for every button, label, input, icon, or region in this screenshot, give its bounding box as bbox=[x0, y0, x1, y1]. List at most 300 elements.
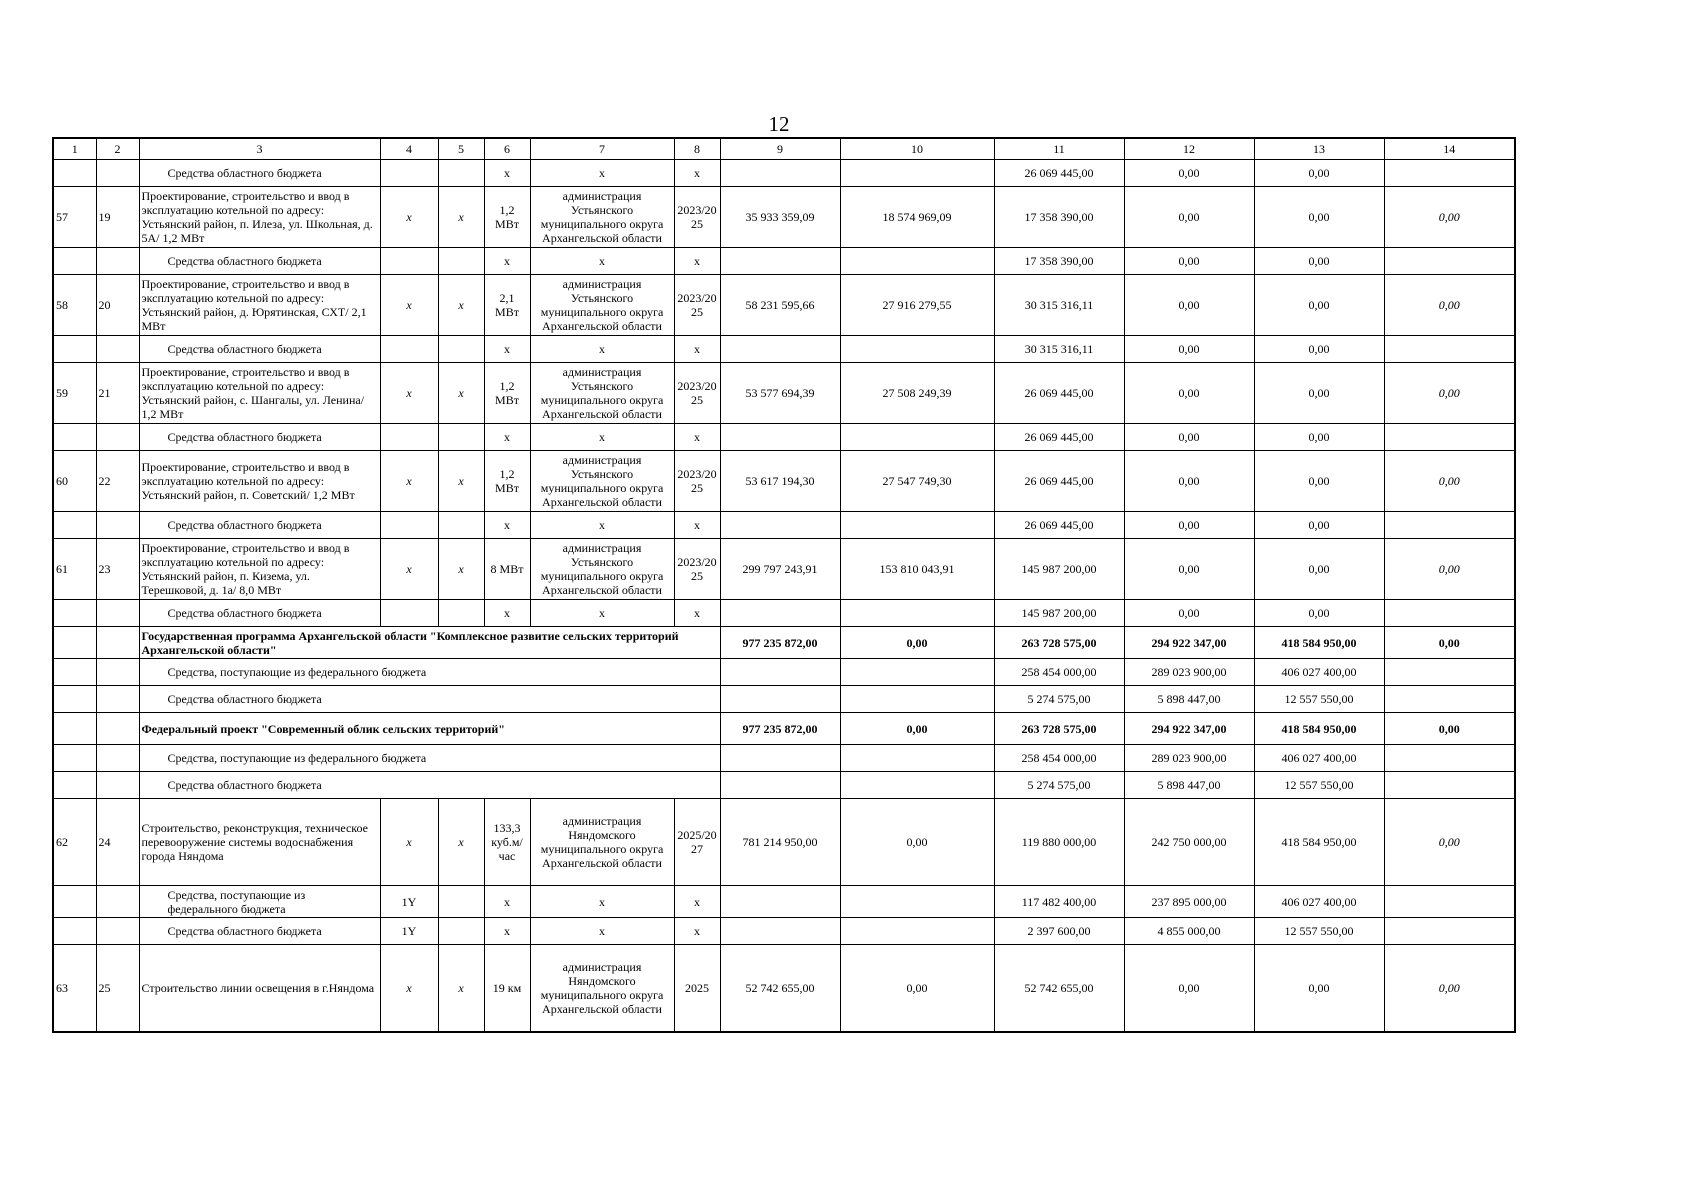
amount-cell: 27 916 279,55 bbox=[840, 275, 994, 336]
capacity-cell: 2,1 МВт bbox=[484, 275, 530, 336]
empty-cell bbox=[53, 160, 96, 187]
table-cell bbox=[720, 886, 840, 918]
funding-source-label: Средства областного бюджета bbox=[139, 160, 380, 187]
empty-cell bbox=[438, 512, 484, 539]
amount-cell: 0,00 bbox=[1124, 248, 1254, 275]
program-title: Государственная программа Архангельской области "Комплексное развитие сельских территорий Архангельской области" bbox=[139, 627, 720, 659]
empty-cell bbox=[438, 886, 484, 918]
amount-cell: 145 987 200,00 bbox=[994, 539, 1124, 600]
table-cell bbox=[720, 424, 840, 451]
table-cell: x bbox=[484, 600, 530, 627]
table-cell: x bbox=[674, 424, 720, 451]
amount-cell: 17 358 390,00 bbox=[994, 187, 1124, 248]
amount-cell: 52 742 655,00 bbox=[994, 945, 1124, 1033]
amount-cell: 117 482 400,00 bbox=[994, 886, 1124, 918]
amount-cell: 53 577 694,39 bbox=[720, 363, 840, 424]
page-number: 12 bbox=[768, 112, 790, 136]
amount-cell: 119 880 000,00 bbox=[994, 799, 1124, 886]
table-cell: x bbox=[674, 336, 720, 363]
amount-cell: 0,00 bbox=[1254, 451, 1384, 512]
period-cell: 2025/2027 bbox=[674, 799, 720, 886]
table-cell bbox=[720, 512, 840, 539]
amount-cell: 12 557 550,00 bbox=[1254, 686, 1384, 713]
project-row bbox=[53, 363, 1515, 424]
item-number: 19 bbox=[96, 187, 139, 248]
project-row bbox=[53, 945, 1515, 1033]
row-number: 57 bbox=[53, 187, 96, 248]
amount-cell: 27 547 749,30 bbox=[840, 451, 994, 512]
table-cell bbox=[380, 600, 438, 627]
table-cell bbox=[840, 336, 994, 363]
table-cell: x bbox=[380, 539, 438, 600]
empty-cell bbox=[96, 248, 139, 275]
period-cell: 2025 bbox=[674, 945, 720, 1033]
amount-cell: 26 069 445,00 bbox=[994, 363, 1124, 424]
project-description: Проектирование, строительство и ввод в эксплуатацию котельной по адресу: Устьянский район, п. Кизема, ул. Терешковой, д. 1а/ 8,0 МВт bbox=[139, 539, 380, 600]
table-cell bbox=[1384, 248, 1515, 275]
amount-cell: 289 023 900,00 bbox=[1124, 745, 1254, 772]
amount-cell: 26 069 445,00 bbox=[994, 451, 1124, 512]
table-cell: x bbox=[438, 945, 484, 1033]
amount-cell: 0,00 bbox=[1124, 539, 1254, 600]
empty-cell bbox=[96, 424, 139, 451]
row-number: 60 bbox=[53, 451, 96, 512]
project-row bbox=[53, 275, 1515, 336]
row-number: 59 bbox=[53, 363, 96, 424]
amount-cell: 30 315 316,11 bbox=[994, 336, 1124, 363]
table-cell bbox=[840, 424, 994, 451]
amount-cell: 0,00 bbox=[1254, 945, 1384, 1033]
amount-cell: 153 810 043,91 bbox=[840, 539, 994, 600]
project-description: Строительство, реконструкция, техническое перевооружение системы водоснабжения города Няндома bbox=[139, 799, 380, 886]
amount-cell: 145 987 200,00 bbox=[994, 600, 1124, 627]
table-cell: x bbox=[438, 187, 484, 248]
amount-cell: 2 397 600,00 bbox=[994, 918, 1124, 945]
amount-cell: 0,00 bbox=[1254, 539, 1384, 600]
amount-cell: 406 027 400,00 bbox=[1254, 745, 1384, 772]
amount-cell: 0,00 bbox=[1254, 424, 1384, 451]
empty-cell bbox=[96, 627, 139, 659]
amount-cell: 406 027 400,00 bbox=[1254, 886, 1384, 918]
empty-cell bbox=[840, 772, 994, 799]
header-cell: 5 bbox=[438, 138, 484, 160]
amount-cell: 35 933 359,09 bbox=[720, 187, 840, 248]
table-cell: x bbox=[484, 886, 530, 918]
capacity-cell: 8 МВт bbox=[484, 539, 530, 600]
table-cell bbox=[840, 160, 994, 187]
amount-cell: 0,00 bbox=[1384, 627, 1515, 659]
table-cell bbox=[380, 248, 438, 275]
table-cell: 1Y bbox=[380, 918, 438, 945]
empty-cell bbox=[53, 627, 96, 659]
project-description: Строительство линии освещения в г.Няндома bbox=[139, 945, 380, 1033]
amount-cell: 0,00 bbox=[1384, 945, 1515, 1033]
amount-cell: 289 023 900,00 bbox=[1124, 659, 1254, 686]
amount-cell: 781 214 950,00 bbox=[720, 799, 840, 886]
empty-cell bbox=[53, 512, 96, 539]
table-cell bbox=[720, 160, 840, 187]
amount-cell: 0,00 bbox=[1254, 512, 1384, 539]
table-cell bbox=[720, 918, 840, 945]
program-funding-row bbox=[53, 772, 1515, 799]
amount-cell: 0,00 bbox=[1384, 451, 1515, 512]
funding-source-row bbox=[53, 424, 1515, 451]
header-cell: 12 bbox=[1124, 138, 1254, 160]
table-cell bbox=[380, 336, 438, 363]
table-cell bbox=[1384, 160, 1515, 187]
amount-cell: 12 557 550,00 bbox=[1254, 918, 1384, 945]
amount-cell: 299 797 243,91 bbox=[720, 539, 840, 600]
header-cell: 3 bbox=[139, 138, 380, 160]
amount-cell: 30 315 316,11 bbox=[994, 275, 1124, 336]
empty-cell bbox=[438, 600, 484, 627]
amount-cell: 242 750 000,00 bbox=[1124, 799, 1254, 886]
empty-cell bbox=[53, 686, 96, 713]
table-cell: x bbox=[438, 539, 484, 600]
funding-source-label: Средства областного бюджета bbox=[139, 512, 380, 539]
responsible-party: администрация Устьянского муниципального округа Архангельской области bbox=[530, 275, 674, 336]
empty-cell bbox=[720, 745, 840, 772]
funding-source-label: Средства, поступающие из федерального бюджета bbox=[139, 659, 720, 686]
funding-source-label: Средства областного бюджета bbox=[139, 600, 380, 627]
header-cell: 8 bbox=[674, 138, 720, 160]
header-cell: 10 bbox=[840, 138, 994, 160]
item-number: 24 bbox=[96, 799, 139, 886]
amount-cell: 977 235 872,00 bbox=[720, 713, 840, 745]
header-cell: 4 bbox=[380, 138, 438, 160]
amount-cell: 0,00 bbox=[1384, 363, 1515, 424]
program-funding-row bbox=[53, 745, 1515, 772]
table-cell: x bbox=[530, 336, 674, 363]
empty-cell bbox=[96, 659, 139, 686]
header-cell: 2 bbox=[96, 138, 139, 160]
table-cell: x bbox=[484, 918, 530, 945]
project-row bbox=[53, 539, 1515, 600]
funding-source-label: Средства областного бюджета bbox=[139, 336, 380, 363]
empty-cell bbox=[1384, 745, 1515, 772]
table-cell: x bbox=[484, 336, 530, 363]
amount-cell: 0,00 bbox=[840, 945, 994, 1033]
responsible-party: администрация Няндомского муниципального округа Архангельской области bbox=[530, 945, 674, 1033]
empty-cell bbox=[53, 424, 96, 451]
empty-cell bbox=[96, 512, 139, 539]
empty-cell bbox=[53, 659, 96, 686]
period-cell: 2023/2025 bbox=[674, 539, 720, 600]
table-cell: x bbox=[530, 512, 674, 539]
amount-cell: 0,00 bbox=[1254, 336, 1384, 363]
amount-cell: 258 454 000,00 bbox=[994, 659, 1124, 686]
amount-cell: 0,00 bbox=[1124, 512, 1254, 539]
amount-cell: 0,00 bbox=[1384, 275, 1515, 336]
empty-cell bbox=[53, 772, 96, 799]
empty-cell bbox=[1384, 772, 1515, 799]
table-cell: x bbox=[674, 512, 720, 539]
amount-cell: 0,00 bbox=[1254, 600, 1384, 627]
amount-cell: 0,00 bbox=[1254, 248, 1384, 275]
empty-cell bbox=[96, 686, 139, 713]
amount-cell: 17 358 390,00 bbox=[994, 248, 1124, 275]
table-cell: x bbox=[530, 248, 674, 275]
table-cell: x bbox=[438, 799, 484, 886]
empty-cell bbox=[1384, 659, 1515, 686]
table-cell: x bbox=[674, 600, 720, 627]
amount-cell: 0,00 bbox=[1384, 187, 1515, 248]
funding-source-row bbox=[53, 248, 1515, 275]
project-description: Проектирование, строительство и ввод в эксплуатацию котельной по адресу: Устьянский район, п. Илеза, ул. Школьная, д. 5А/ 1,2 МВт bbox=[139, 187, 380, 248]
item-number: 21 bbox=[96, 363, 139, 424]
table-cell bbox=[1384, 886, 1515, 918]
header-cell: 7 bbox=[530, 138, 674, 160]
capacity-cell: 1,2 МВт bbox=[484, 187, 530, 248]
amount-cell: 0,00 bbox=[1124, 187, 1254, 248]
funding-source-row bbox=[53, 886, 1515, 918]
amount-cell: 0,00 bbox=[1384, 713, 1515, 745]
table-cell bbox=[720, 600, 840, 627]
empty-cell bbox=[840, 745, 994, 772]
table-cell: x bbox=[380, 799, 438, 886]
table-cell bbox=[1384, 336, 1515, 363]
amount-cell: 0,00 bbox=[1254, 160, 1384, 187]
amount-cell: 418 584 950,00 bbox=[1254, 799, 1384, 886]
empty-cell bbox=[53, 713, 96, 745]
empty-cell bbox=[96, 918, 139, 945]
empty-cell bbox=[720, 772, 840, 799]
table-cell: x bbox=[380, 945, 438, 1033]
program-total-row bbox=[53, 627, 1515, 659]
amount-cell: 294 922 347,00 bbox=[1124, 713, 1254, 745]
amount-cell: 0,00 bbox=[1124, 945, 1254, 1033]
header-cell: 9 bbox=[720, 138, 840, 160]
table-cell: x bbox=[484, 160, 530, 187]
empty-cell bbox=[720, 686, 840, 713]
budget-table bbox=[52, 137, 1516, 1033]
table-cell bbox=[840, 886, 994, 918]
table-cell: x bbox=[530, 886, 674, 918]
amount-cell: 977 235 872,00 bbox=[720, 627, 840, 659]
capacity-cell: 1,2 МВт bbox=[484, 451, 530, 512]
empty-cell bbox=[96, 160, 139, 187]
item-number: 23 bbox=[96, 539, 139, 600]
table-cell: x bbox=[484, 424, 530, 451]
empty-cell bbox=[840, 659, 994, 686]
empty-cell bbox=[96, 600, 139, 627]
table-cell bbox=[1384, 512, 1515, 539]
header-cell: 13 bbox=[1254, 138, 1384, 160]
responsible-party: администрация Устьянского муниципального округа Архангельской области bbox=[530, 451, 674, 512]
amount-cell: 0,00 bbox=[1384, 799, 1515, 886]
table-cell: x bbox=[438, 451, 484, 512]
empty-cell bbox=[53, 600, 96, 627]
empty-cell bbox=[438, 248, 484, 275]
amount-cell: 406 027 400,00 bbox=[1254, 659, 1384, 686]
amount-cell: 263 728 575,00 bbox=[994, 627, 1124, 659]
table-cell: x bbox=[380, 451, 438, 512]
header-cell: 6 bbox=[484, 138, 530, 160]
project-row bbox=[53, 451, 1515, 512]
table-cell bbox=[840, 600, 994, 627]
funding-source-label: Средства областного бюджета bbox=[139, 424, 380, 451]
table-cell bbox=[380, 512, 438, 539]
table-cell: x bbox=[674, 886, 720, 918]
table-cell: x bbox=[674, 248, 720, 275]
empty-cell bbox=[53, 918, 96, 945]
project-row bbox=[53, 187, 1515, 248]
table-cell: x bbox=[484, 512, 530, 539]
empty-cell bbox=[96, 336, 139, 363]
responsible-party: администрация Устьянского муниципального округа Архангельской области bbox=[530, 363, 674, 424]
project-description: Проектирование, строительство и ввод в эксплуатацию котельной по адресу: Устьянский район, с. Шангалы, ул. Ленина/ 1,2 МВт bbox=[139, 363, 380, 424]
table-cell: x bbox=[380, 187, 438, 248]
amount-cell: 0,00 bbox=[840, 713, 994, 745]
empty-cell bbox=[53, 248, 96, 275]
table-cell: x bbox=[530, 600, 674, 627]
amount-cell: 263 728 575,00 bbox=[994, 713, 1124, 745]
row-number: 62 bbox=[53, 799, 96, 886]
item-number: 20 bbox=[96, 275, 139, 336]
table-cell: x bbox=[438, 275, 484, 336]
amount-cell: 0,00 bbox=[1124, 451, 1254, 512]
table-cell: x bbox=[380, 275, 438, 336]
funding-source-label: Средства областного бюджета bbox=[139, 918, 380, 945]
amount-cell: 0,00 bbox=[1254, 363, 1384, 424]
table-cell bbox=[840, 918, 994, 945]
empty-cell bbox=[96, 886, 139, 918]
amount-cell: 0,00 bbox=[1124, 424, 1254, 451]
funding-source-row bbox=[53, 512, 1515, 539]
amount-cell: 12 557 550,00 bbox=[1254, 772, 1384, 799]
project-description: Проектирование, строительство и ввод в эксплуатацию котельной по адресу: Устьянский район, д. Юрятинская, СХТ/ 2,1 МВт bbox=[139, 275, 380, 336]
project-row bbox=[53, 799, 1515, 886]
amount-cell: 0,00 bbox=[840, 627, 994, 659]
table-cell: x bbox=[380, 363, 438, 424]
capacity-cell: 133,3 куб.м/час bbox=[484, 799, 530, 886]
table-cell bbox=[720, 336, 840, 363]
empty-cell bbox=[438, 918, 484, 945]
funding-source-row bbox=[53, 160, 1515, 187]
table-cell: x bbox=[438, 363, 484, 424]
table-cell: x bbox=[674, 160, 720, 187]
amount-cell: 258 454 000,00 bbox=[994, 745, 1124, 772]
header-cell: 1 bbox=[53, 138, 96, 160]
amount-cell: 26 069 445,00 bbox=[994, 160, 1124, 187]
funding-source-label: Средства областного бюджета bbox=[139, 686, 720, 713]
header-cell: 11 bbox=[994, 138, 1124, 160]
table-cell: x bbox=[530, 160, 674, 187]
amount-cell: 418 584 950,00 bbox=[1254, 627, 1384, 659]
row-number: 58 bbox=[53, 275, 96, 336]
amount-cell: 26 069 445,00 bbox=[994, 424, 1124, 451]
table-cell: 1Y bbox=[380, 886, 438, 918]
item-number: 25 bbox=[96, 945, 139, 1033]
table-cell: x bbox=[530, 918, 674, 945]
amount-cell: 26 069 445,00 bbox=[994, 512, 1124, 539]
table-cell: x bbox=[530, 424, 674, 451]
table-cell bbox=[840, 512, 994, 539]
amount-cell: 0,00 bbox=[1124, 363, 1254, 424]
empty-cell bbox=[96, 772, 139, 799]
funding-source-label: Средства, поступающие из федерального бюджета bbox=[139, 745, 720, 772]
funding-source-row bbox=[53, 600, 1515, 627]
empty-cell bbox=[96, 745, 139, 772]
amount-cell: 53 617 194,30 bbox=[720, 451, 840, 512]
empty-cell bbox=[438, 160, 484, 187]
responsible-party: администрация Няндомского муниципального округа Архангельской области bbox=[530, 799, 674, 886]
empty-cell bbox=[438, 424, 484, 451]
funding-source-row bbox=[53, 918, 1515, 945]
amount-cell: 5 274 575,00 bbox=[994, 772, 1124, 799]
program-funding-row bbox=[53, 659, 1515, 686]
row-number: 63 bbox=[53, 945, 96, 1033]
empty-cell bbox=[438, 336, 484, 363]
header-cell: 14 bbox=[1384, 138, 1515, 160]
amount-cell: 237 895 000,00 bbox=[1124, 886, 1254, 918]
amount-cell: 5 274 575,00 bbox=[994, 686, 1124, 713]
empty-cell bbox=[53, 886, 96, 918]
amount-cell: 294 922 347,00 bbox=[1124, 627, 1254, 659]
empty-cell bbox=[53, 745, 96, 772]
table-cell bbox=[1384, 424, 1515, 451]
amount-cell: 5 898 447,00 bbox=[1124, 772, 1254, 799]
table-cell bbox=[720, 248, 840, 275]
funding-source-row bbox=[53, 336, 1515, 363]
table-cell bbox=[380, 424, 438, 451]
item-number: 22 bbox=[96, 451, 139, 512]
funding-source-label: Средства областного бюджета bbox=[139, 772, 720, 799]
project-description: Проектирование, строительство и ввод в эксплуатацию котельной по адресу: Устьянский район, п. Советский/ 1,2 МВт bbox=[139, 451, 380, 512]
period-cell: 2023/2025 bbox=[674, 187, 720, 248]
empty-cell bbox=[53, 336, 96, 363]
amount-cell: 27 508 249,39 bbox=[840, 363, 994, 424]
empty-cell bbox=[840, 686, 994, 713]
row-number: 61 bbox=[53, 539, 96, 600]
table-cell: x bbox=[674, 918, 720, 945]
program-total-row bbox=[53, 713, 1515, 745]
amount-cell: 0,00 bbox=[1254, 187, 1384, 248]
amount-cell: 5 898 447,00 bbox=[1124, 686, 1254, 713]
period-cell: 2023/2025 bbox=[674, 275, 720, 336]
amount-cell: 4 855 000,00 bbox=[1124, 918, 1254, 945]
period-cell: 2023/2025 bbox=[674, 451, 720, 512]
column-number-row bbox=[53, 138, 1515, 160]
table-cell bbox=[840, 248, 994, 275]
amount-cell: 0,00 bbox=[1124, 160, 1254, 187]
funding-source-label: Средства, поступающие из федерального бюджета bbox=[139, 886, 380, 918]
amount-cell: 52 742 655,00 bbox=[720, 945, 840, 1033]
capacity-cell: 19 км bbox=[484, 945, 530, 1033]
amount-cell: 0,00 bbox=[1254, 275, 1384, 336]
capacity-cell: 1,2 МВт bbox=[484, 363, 530, 424]
program-title: Федеральный проект "Современный облик сельских территорий" bbox=[139, 713, 720, 745]
amount-cell: 418 584 950,00 bbox=[1254, 713, 1384, 745]
empty-cell bbox=[720, 659, 840, 686]
table-cell bbox=[380, 160, 438, 187]
amount-cell: 0,00 bbox=[1124, 275, 1254, 336]
program-funding-row bbox=[53, 686, 1515, 713]
period-cell: 2023/2025 bbox=[674, 363, 720, 424]
amount-cell: 0,00 bbox=[1124, 336, 1254, 363]
amount-cell: 0,00 bbox=[840, 799, 994, 886]
table-cell bbox=[1384, 918, 1515, 945]
empty-cell bbox=[96, 713, 139, 745]
table-cell bbox=[1384, 600, 1515, 627]
empty-cell bbox=[1384, 686, 1515, 713]
amount-cell: 58 231 595,66 bbox=[720, 275, 840, 336]
amount-cell: 18 574 969,09 bbox=[840, 187, 994, 248]
table-cell: x bbox=[484, 248, 530, 275]
amount-cell: 0,00 bbox=[1384, 539, 1515, 600]
responsible-party: администрация Устьянского муниципального округа Архангельской области bbox=[530, 187, 674, 248]
responsible-party: администрация Устьянского муниципального округа Архангельской области bbox=[530, 539, 674, 600]
